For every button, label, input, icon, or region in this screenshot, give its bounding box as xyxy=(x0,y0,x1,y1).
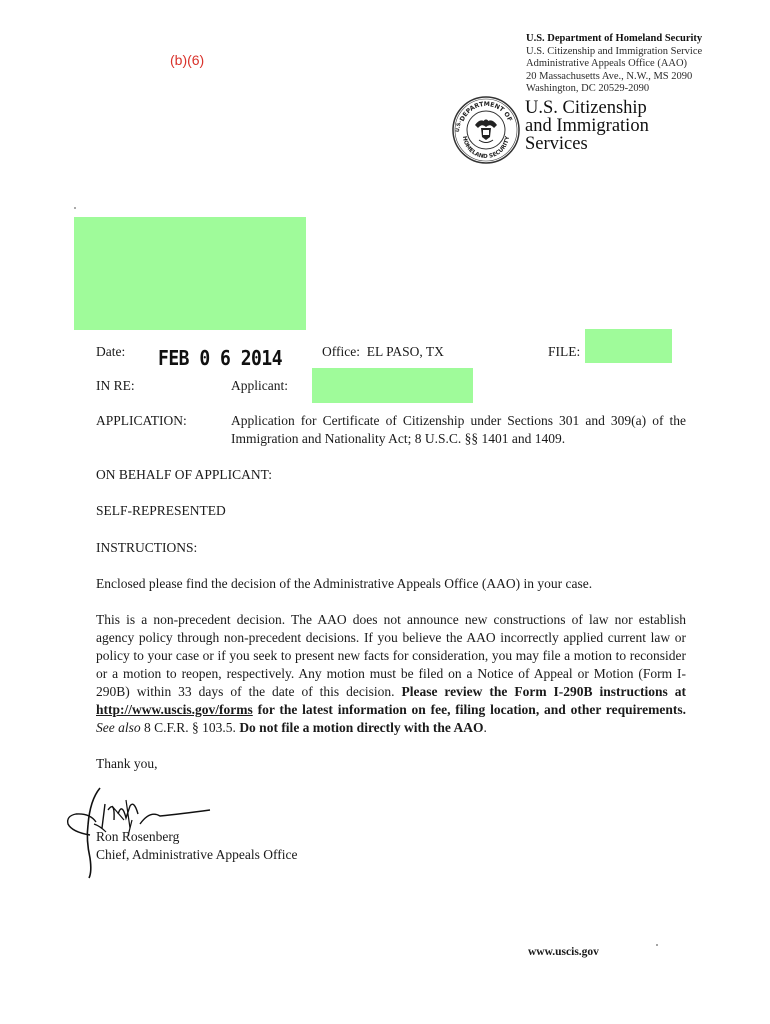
date-stamp: FEB 0 6 2014 xyxy=(158,346,283,371)
agency-address xyxy=(526,33,702,96)
in-re-label: IN RE: xyxy=(96,378,135,393)
seal-text-top: DEPARTMENT OF xyxy=(458,100,514,123)
date-label: Date: xyxy=(96,344,126,359)
agency-line: 20 Massachusetts Ave., N.W., MS 2090 xyxy=(526,70,693,82)
applicant-label: Applicant: xyxy=(231,378,288,393)
redacted-file-number xyxy=(585,329,672,363)
closing: Thank you, xyxy=(96,756,158,771)
agency-line: Washington, DC 20529-2090 xyxy=(526,83,650,94)
signer-name: Ron Rosenberg xyxy=(96,829,180,844)
file-label: FILE: xyxy=(548,344,581,359)
application-line-2: Immigration and Nationality Act; 8 U.S.C. §§ 1401 and 1409. xyxy=(231,431,566,446)
see-also: See also xyxy=(96,720,141,735)
seal-text-bottom: HOMELAND SECURITY xyxy=(460,135,512,161)
para-bold: Please review the Form I-290B instructions at xyxy=(401,684,686,699)
redaction-code: (b)(6) xyxy=(170,52,205,68)
decision-enclosed-paragraph: Enclosed please find the decision of the Administrative Appeals Office (AAO) in your case. xyxy=(96,576,593,591)
dhs-seal-icon xyxy=(451,95,521,165)
agency-line: U.S. Citizenship and Immigration Service xyxy=(526,45,703,57)
para-text: 8 C.F.R. § 103.5. xyxy=(140,720,240,735)
redacted-applicant-name xyxy=(312,368,473,403)
scan-speck xyxy=(656,944,658,946)
brand-line-3: Services xyxy=(525,134,588,154)
application-label: APPLICATION: xyxy=(96,413,187,428)
scan-speck xyxy=(74,207,76,209)
motion-instructions-paragraph xyxy=(96,611,686,737)
instructions-label: INSTRUCTIONS: xyxy=(96,540,198,555)
footer-url[interactable]: www.uscis.gov xyxy=(528,946,599,958)
para-text: This is a non-precedent decision. The AAO does not announce new constructions of law nor establish agency policy through non-precedent decisions. If you believe the AAO incorrectly applied current law or policy to your case or if you seek to present new facts for consideration, you may file a motion to reconsider or a motion to reopen, respectively. Any motion must be filed on a Notice of Appeal or Motion (Form I-290B) within 33 days of the date of this decision. xyxy=(96,612,686,699)
uscis-wordmark xyxy=(525,99,649,153)
forms-link[interactable]: http://www.uscis.gov/forms xyxy=(96,702,253,717)
brand-line-2: and Immigration xyxy=(525,116,649,136)
brand-line-1: U.S. Citizenship xyxy=(525,98,647,118)
application-line-1: Application for Certificate of Citizenship under Sections 301 and 309(a) of the xyxy=(231,413,686,428)
redacted-address-block xyxy=(74,217,306,330)
agency-line: Administrative Appeals Office (AAO) xyxy=(526,58,688,69)
para-bold: Do not file a motion directly with the AAO xyxy=(239,720,484,735)
office-label: Office: xyxy=(322,344,360,359)
behalf-label: ON BEHALF OF APPLICANT: xyxy=(96,467,272,482)
signer-title: Chief, Administrative Appeals Office xyxy=(96,847,298,862)
representation-value: SELF-REPRESENTED xyxy=(96,503,226,518)
seal-text-left: U.S. xyxy=(454,120,463,133)
agency-line: U.S. Department of Homeland Security xyxy=(526,33,703,44)
office-field xyxy=(322,343,444,361)
para-end: . xyxy=(483,720,487,735)
office-value: EL PASO, TX xyxy=(366,344,444,359)
para-bold: for the latest information on fee, filing location, and other requirements. xyxy=(252,702,686,717)
